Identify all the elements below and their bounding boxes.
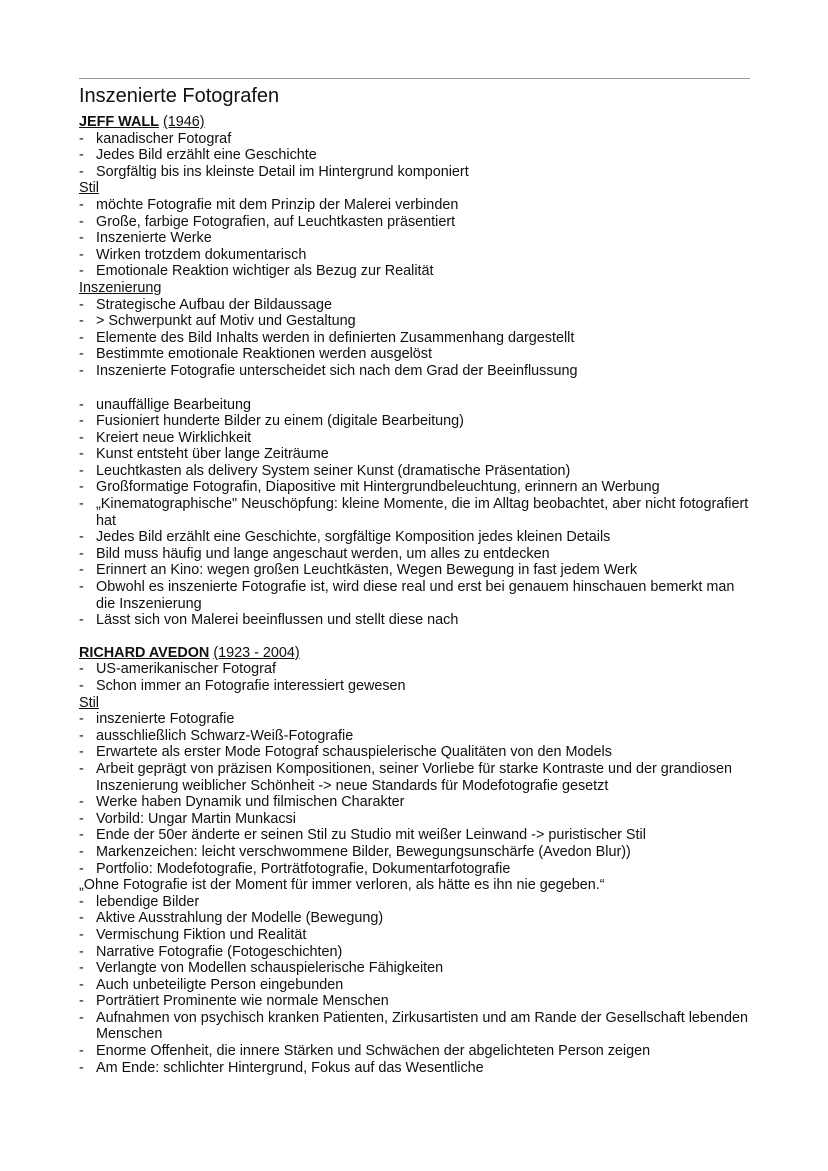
artist-name: RICHARD AVEDON	[79, 644, 210, 661]
bullet-dash: -	[79, 976, 84, 993]
list-item	[79, 744, 751, 761]
list-item	[79, 214, 751, 231]
list-item-text: Werke haben Dynamik und filmischen Charakter	[96, 794, 405, 811]
list	[79, 661, 751, 694]
list-item	[79, 794, 751, 811]
list-item-text: Kunst entsteht über lange Zeiträume	[96, 446, 329, 463]
bullet-dash: -	[79, 396, 84, 413]
bullet-dash: -	[79, 529, 84, 546]
list	[79, 711, 751, 877]
list-item-text: „Kinematographische" Neuschöpfung: kleine Momente, die im Alltag beobachtet, aber nicht fotografiert hat	[96, 496, 749, 529]
list-item-text: Jedes Bild erzählt eine Geschichte	[96, 147, 317, 164]
list-item	[79, 263, 751, 280]
subheading-inszenierung: Inszenierung	[79, 279, 162, 296]
list-item-text: Markenzeichen: leicht verschwommene Bilder, Bewegungsunschärfe (Avedon Blur))	[96, 843, 631, 860]
document-body	[79, 114, 751, 1076]
list-item	[79, 313, 751, 330]
list-item-text: Verlangte von Modellen schauspielerische Fähigkeiten	[96, 960, 444, 977]
bullet-dash: -	[79, 893, 84, 910]
list-item	[79, 811, 751, 828]
bullet-dash: -	[79, 926, 84, 943]
bullet-dash: -	[79, 163, 84, 180]
list-item	[79, 910, 751, 927]
list-item	[79, 579, 751, 612]
bullet-dash: -	[79, 545, 84, 562]
list-item-text: Wirken trotzdem dokumentarisch	[96, 246, 307, 263]
list-item-text: Erinnert an Kino: wegen großen Leuchtkästen, Wegen Bewegung in fast jedem Werk	[96, 562, 638, 579]
list-item	[79, 164, 751, 181]
list-item-text: unauffällige Bearbeitung	[96, 396, 251, 413]
list-item	[79, 944, 751, 961]
bullet-dash: -	[79, 446, 84, 463]
bullet-dash: -	[79, 760, 84, 777]
list-item-text: Leuchtkasten als delivery System seiner Kunst (dramatische Präsentation)	[96, 462, 571, 479]
list-item	[79, 960, 751, 977]
list-item	[79, 844, 751, 861]
bullet-dash: -	[79, 860, 84, 877]
bullet-dash: -	[79, 346, 84, 363]
bullet-dash: -	[79, 827, 84, 844]
bullet-dash: -	[79, 130, 84, 147]
list-item-text: Porträtiert Prominente wie normale Menschen	[96, 993, 389, 1010]
list-item	[79, 147, 751, 164]
list-item-text: Sorgfältig bis ins kleinste Detail im Hintergrund komponiert	[96, 163, 469, 180]
list-item-text: Aktive Ausstrahlung der Modelle (Bewegung)	[96, 910, 384, 927]
list	[79, 131, 751, 181]
list-item-text: Narrative Fotografie (Fotogeschichten)	[96, 943, 343, 960]
bullet-dash: -	[79, 678, 84, 694]
list-item	[79, 297, 751, 314]
list-item-text: Großformatige Fotografin, Diapositive mit Hintergrundbeleuchtung, erinnern an Werbung	[96, 479, 660, 496]
list-item	[79, 612, 751, 629]
list-item	[79, 363, 751, 380]
list-item	[79, 346, 751, 363]
bullet-dash: -	[79, 727, 84, 744]
bullet-dash: -	[79, 579, 84, 596]
bullet-dash: -	[79, 429, 84, 446]
bullet-dash: -	[79, 960, 84, 977]
section-heading-richard-avedon	[79, 645, 751, 662]
artist-name: JEFF WALL	[79, 114, 159, 130]
list-item-text: Enorme Offenheit, die innere Stärken und Schwächen der abgelichteten Person zeigen	[96, 1043, 651, 1060]
list-item	[79, 1060, 751, 1077]
list-item-text: Am Ende: schlichter Hintergrund, Fokus auf das Wesentliche	[96, 1059, 484, 1076]
bullet-dash: -	[79, 843, 84, 860]
list-item	[79, 197, 751, 214]
list-item-text: ausschließlich Schwarz-Weiß-Fotografie	[96, 727, 354, 744]
bullet-dash: -	[79, 496, 84, 513]
list-item-text: Kreiert neue Wirklichkeit	[96, 429, 252, 446]
list-item-text: Auch unbeteiligte Person eingebunden	[96, 976, 344, 993]
bullet-dash: -	[79, 562, 84, 579]
bullet-dash: -	[79, 794, 84, 811]
list-item	[79, 861, 751, 878]
list	[79, 197, 751, 280]
list-item	[79, 761, 751, 794]
list-item	[79, 711, 751, 728]
list-item	[79, 397, 751, 414]
list	[79, 297, 751, 380]
list-item-text: Vermischung Fiktion und Realität	[96, 926, 307, 943]
subheading-stil: Stil	[79, 180, 99, 197]
list	[79, 397, 751, 629]
list-item	[79, 728, 751, 745]
bullet-dash: -	[79, 1009, 84, 1026]
list-item-text: Ende der 50er änderte er seinen Stil zu Studio mit weißer Leinwand -> puristischer Stil	[96, 827, 646, 844]
bullet-dash: -	[79, 744, 84, 761]
list-item-text: inszenierte Fotografie	[96, 711, 235, 728]
list-item	[79, 430, 751, 447]
top-divider	[79, 78, 750, 79]
list-item	[79, 562, 751, 579]
list-item	[79, 546, 751, 563]
list-item	[79, 463, 751, 480]
bullet-dash: -	[79, 943, 84, 960]
bullet-dash: -	[79, 661, 84, 678]
list-item-text: > Schwerpunkt auf Motiv und Gestaltung	[96, 313, 356, 330]
bullet-dash: -	[79, 246, 84, 263]
bullet-dash: -	[79, 479, 84, 496]
bullet-dash: -	[79, 1043, 84, 1060]
bullet-dash: -	[79, 910, 84, 927]
bullet-dash: -	[79, 147, 84, 164]
list-item-text: Bestimmte emotionale Reaktionen werden ausgelöst	[96, 346, 432, 363]
section-heading-jeff-wall	[79, 114, 751, 131]
list-item-text: Fusioniert hunderte Bilder zu einem (digitale Bearbeitung)	[96, 413, 464, 430]
quote: „Ohne Fotografie ist der Moment für immer verloren, als hätte es ihn nie gegeben.“	[79, 877, 605, 894]
artist-years: (1923 - 2004)	[213, 644, 300, 661]
list-item-text: Jedes Bild erzählt eine Geschichte, sorgfältige Komposition jedes kleinen Details	[96, 529, 611, 546]
list-item-text: Große, farbige Fotografien, auf Leuchtkasten präsentiert	[96, 213, 456, 230]
page-title: Inszenierte Fotografen	[79, 85, 280, 107]
bullet-dash: -	[79, 413, 84, 430]
bullet-dash: -	[79, 1059, 84, 1076]
list-item-text: Elemente des Bild Inhalts werden in definierten Zusammenhang dargestellt	[96, 329, 575, 346]
bullet-dash: -	[79, 313, 84, 330]
list-item-text: Arbeit geprägt von präzisen Kompositionen, seiner Vorliebe für starke Kontraste und der grandiosen Inszenierung weiblicher Schönheit -> neue Standards für Modefotografie gesetzt	[96, 760, 732, 794]
bullet-dash: -	[79, 612, 84, 629]
list-item	[79, 1043, 751, 1060]
list-item-text: Bild muss häufig und lange angeschaut werden, um alles zu entdecken	[96, 545, 550, 562]
list-item-text: Vorbild: Ungar Martin Munkacsi	[96, 810, 296, 827]
bullet-dash: -	[79, 711, 84, 728]
bullet-dash: -	[79, 263, 84, 280]
list-item-text: möchte Fotografie mit dem Prinzip der Malerei verbinden	[96, 196, 459, 213]
list-item	[79, 894, 751, 911]
list-item-text: US-amerikanischer Fotograf	[96, 661, 276, 678]
list-item	[79, 446, 751, 463]
list-item	[79, 413, 751, 430]
list-item-text: Portfolio: Modefotografie, Porträtfotografie, Dokumentarfotografie	[96, 860, 511, 877]
list-item	[79, 1010, 751, 1043]
spacer	[79, 380, 751, 397]
list-item	[79, 977, 751, 994]
list-item	[79, 927, 751, 944]
list-item-text: Erwartete als erster Mode Fotograf schauspielerische Qualitäten von den Models	[96, 744, 612, 761]
list-item	[79, 479, 751, 496]
list-item	[79, 230, 751, 247]
list-item-text: Strategische Aufbau der Bildaussage	[96, 296, 333, 313]
list-item-text: Inszenierte Werke	[96, 230, 212, 247]
list-item	[79, 827, 751, 844]
list-item	[79, 993, 751, 1010]
bullet-dash: -	[79, 230, 84, 247]
list-item-text: Obwohl es inszenierte Fotografie ist, wird diese real und erst bei genauem hinschauen bemerkt man die Inszenierung	[96, 579, 735, 612]
list-item	[79, 330, 751, 347]
list-item-text: Schon immer an Fotografie interessiert gewesen	[96, 678, 406, 694]
bullet-dash: -	[79, 196, 84, 213]
list-item-text: Aufnahmen von psychisch kranken Patienten, Zirkusartisten und am Rande der Gesellschaft lebenden Menschen	[96, 1009, 748, 1043]
bullet-dash: -	[79, 296, 84, 313]
list-item	[79, 661, 751, 678]
bullet-dash: -	[79, 213, 84, 230]
bullet-dash: -	[79, 810, 84, 827]
list-item-text: kanadischer Fotograf	[96, 130, 232, 147]
list-item-text: lebendige Bilder	[96, 893, 200, 910]
list-item-text: Inszenierte Fotografie unterscheidet sich nach dem Grad der Beeinflussung	[96, 362, 578, 379]
subheading-stil: Stil	[79, 694, 99, 711]
list-item	[79, 529, 751, 546]
list-item	[79, 678, 751, 695]
list-item	[79, 247, 751, 264]
list-item	[79, 131, 751, 148]
list	[79, 894, 751, 1077]
bullet-dash: -	[79, 462, 84, 479]
bullet-dash: -	[79, 993, 84, 1010]
list-item-text: Emotionale Reaktion wichtiger als Bezug zur Realität	[96, 263, 434, 280]
artist-years: (1946)	[162, 114, 205, 130]
list-item	[79, 496, 751, 529]
list-item-text: Lässt sich von Malerei beeinflussen und stellt diese nach	[96, 612, 459, 629]
bullet-dash: -	[79, 329, 84, 346]
bullet-dash: -	[79, 362, 84, 379]
spacer	[79, 629, 751, 645]
